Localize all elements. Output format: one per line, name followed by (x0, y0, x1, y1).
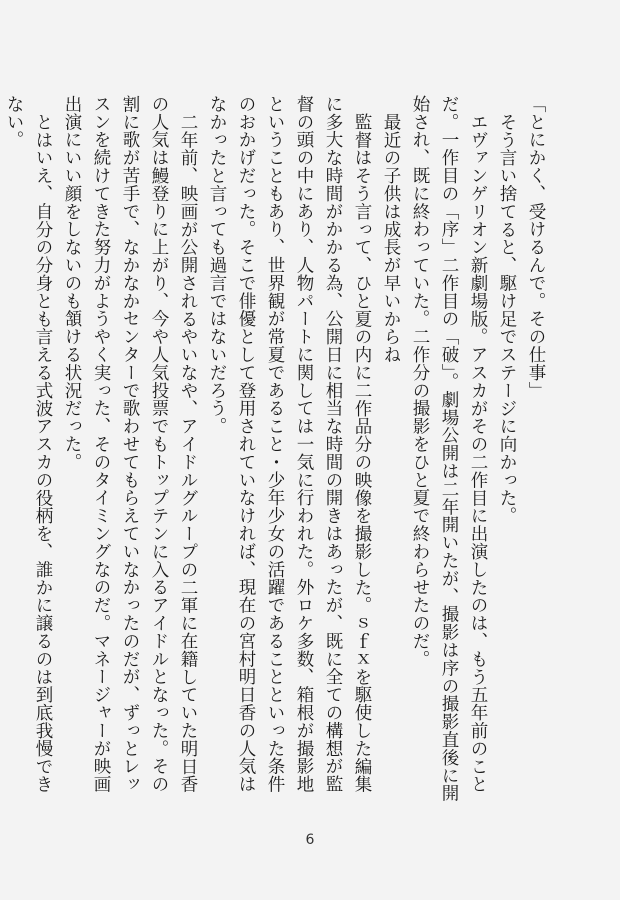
paragraph: 最近の子供は成長が早いからね (381, 112, 401, 364)
paragraph: 「とにかく、受けるんで。その仕事」 (526, 95, 546, 400)
page-number: 6 (305, 832, 315, 848)
paragraph: エヴァンゲリオン新劇場版。アスカがその二作目に出演したのは、もう五年前のことだ。一作目の「序」二作目の「破」。劇場公開は二年開いたが、撮影は序の撮影直後に開始され、既に終わっていた。二作分の撮影をひと夏で終わらせたのだ。 (410, 95, 488, 803)
paragraph: そう言い捨てると、駆け足でステージに向かった。 (497, 112, 517, 525)
paragraph: とはいえ、自分の分身とも言える式波アスカの役柄を、誰かに譲るのは到底我慢できない。 (4, 95, 53, 793)
paragraph: 二年前、映画が公開されるやいなや、アイドルグループの二軍に在籍していた明日香の人気は鰻登りに上がり、今や人気投票でもトップテンに入るアイドルとなった。その割に歌が苦手で、なかなかセンターで歌わせてもらえていなかったのだが、ずっとレッスンを続けてきた努力がようやく実った、そのタイミングなのだ。マネージャーが映画出演にいい顔をしないのも頷ける状況だった。 (62, 95, 198, 794)
vertical-text-body (4, 95, 550, 805)
paragraph: 監督はそう言って、ひと夏の内に二作品分の映像を撮影した。ｓｆｘを駆使した編集に多大な時間がかかる為、公開日に相当な時間の開きはあったが、既に全ての構想が監督の頭の中にあり、人物パートに関しては一気に行われた。外ロケ多数、箱根が撮影地ということもあり、世界観が常夏であること・少年少女の活躍であることといった条件のおかげだった。そこで俳優として登用されていなければ、現在の宮村明日香の人気はなかったと言っても過言ではないだろう。 (207, 95, 372, 794)
